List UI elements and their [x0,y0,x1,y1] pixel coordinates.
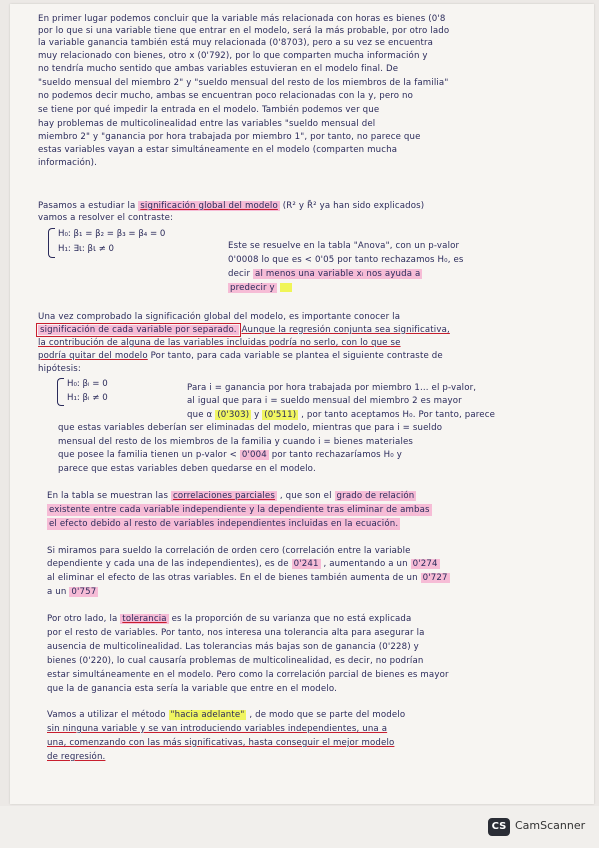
highlight-partial-correlations: correlaciones parciales [172,491,275,501]
text-line: Si miramos para sueldo la correlación de orden cero (correlación entre la variable [47,546,411,556]
text-line: mensual del resto de los miembros de la familia y cuando i = bienes materiales [58,437,414,447]
corr-value-2: 0'274 [412,559,438,569]
hypothesis-h0: H₀: βᵢ = 0 [67,379,108,389]
text-line: ausencia de multicolinealidad. Las tolerancias más bajas son de ganancia (0'228) y [47,642,419,652]
text-line: vamos a resolver el contraste: [38,213,174,223]
text-line: estas variables vayan a estar simultáneamente en el modelo (comparten mucha [38,145,398,155]
text-line: Vamos a utilizar el método "hacia adelante" , de modo que se parte del modelo [47,710,406,720]
highlight-global-significance: significación global del modelo [140,201,278,211]
text-line: En primer lugar podemos concluir que la variable más relacionada con horas es bienes (0'8 [38,14,446,24]
text-line: Una vez comprobado la significación global del modelo, es importante conocer la [38,312,401,322]
text-line: podría quitar del modelo Por tanto, para cada variable se plantea el siguiente contraste de [38,351,443,361]
highlight-conclusion: al menos una variable xᵢ nos ayuda a [255,269,421,279]
highlight-conclusion-end: predecir y [230,283,275,293]
text-line: el efecto debido al resto de variables independientes incluidas en la ecuación. [49,519,399,529]
corr-value-3: 0'727 [422,573,448,583]
text-line: que posee la familia tienen un p-valor < 0'004 por tanto rechazaríamos H₀ y [58,450,402,460]
yellow-mark [280,283,292,292]
text-line: por lo que si una variable tiene que entrar en el modelo, será la más probable, por otro lado [38,26,450,36]
text-line: que α (0'303) y (0'511) , por tanto aceptamos H₀. Por tanto, parece [187,410,496,420]
boxed-individual-significance: significación de cada variable por separado. [40,325,237,335]
camscanner-brand: CamScanner [515,819,586,832]
text-line: Por otro lado, la tolerancia es la proporción de su varianza que no está explicada [47,614,412,624]
highlight-tolerance: tolerancia [122,614,167,624]
highlight-degree-relation: grado de relación [336,491,415,501]
hypothesis-brace [48,228,55,258]
text-line: información). [38,158,97,168]
text-line [228,282,292,294]
text-line: decir al menos una variable xᵢ nos ayuda a [228,269,421,279]
text-line: miembro 2" y "ganancia por hora trabajada por miembro 1", por tanto, no parece que [38,132,421,142]
text-line: dependiente y cada una de las independientes), es de 0'241 , aumentando a un 0'274 [47,559,438,569]
text-line: de regresión. [47,752,106,762]
corr-value-1: 0'241 [293,559,319,569]
text-line: muy relacionado con bienes, otro x (0'792), por lo que comparten mucha información y [38,51,428,61]
text-line: significación de cada variable por separado. Aunque la regresión conjunta sea significativa, [40,325,450,335]
text-line: 0'0008 lo que es < 0'05 por tanto rechazamos H₀, es [228,255,464,265]
text-line: una, comenzando con las más significativas, hasta conseguir el mejor modelo [47,738,395,748]
text-line: por el resto de variables. Por tanto, nos interesa una tolerancia alta para asegurar la [47,628,425,638]
text-line: la contribución de alguna de las variables incluidas podría no serlo, con lo que se [38,338,401,348]
text-line: hipótesis: [38,364,81,374]
pvalue-2: (0'511) [264,410,297,420]
text-line: al eliminar el efecto de las otras variables. En el de bienes también aumenta de un 0'727 [47,573,448,583]
pvalue-3: 0'004 [241,450,267,460]
text-line: no podemos decir mucho, ambas se encuentran poco relacionadas con la y, pero no [38,91,414,101]
text-line: existente entre cada variable independiente y la dependiente tras eliminar de ambas [49,505,430,515]
text-line: no tendría mucho sentido que ambas variables estuvieran en el modelo final. De [38,64,399,74]
text-line: al igual que para i = sueldo mensual del miembro 2 es mayor [187,396,462,406]
text-line: se tiene por qué impedir la entrada en el modelo. También podemos ver que [38,105,380,115]
text-line: que estas variables deberían ser eliminadas del modelo, mientras que para i = sueldo [58,423,443,433]
hypothesis-h1: H₁: βᵢ ≠ 0 [67,393,108,403]
text-line: a un 0'757 [47,587,97,597]
hypothesis-brace [57,378,64,406]
text-line: parece que estas variables deben quedarse en el modelo. [58,464,316,474]
camscanner-logo-icon: CS [488,818,510,836]
text-line: Este se resuelve en la tabla "Anova", con un p-valor [228,241,460,251]
text-line: hay problemas de multicolinealidad entre las variables "sueldo mensual del [38,119,376,129]
text-line: que la de ganancia esta sería la variable que entre en el modelo. [47,684,337,694]
text-line: En la tabla se muestran las correlaciones parciales , que son el grado de relación [47,491,415,501]
text-line: Para i = ganancia por hora trabajada por miembro 1... el p-valor, [187,383,477,393]
text-line: bienes (0'220), lo cual causaría problemas de multicolinealidad, es decir, no podrían [47,656,424,666]
text-line: la variable ganancia también está muy relacionada (0'8703), pero a su vez se encuentra [38,38,434,48]
text-line: estar simultáneamente en el modelo. Pero como la correlación parcial de bienes es mayor [47,670,449,680]
text-line: "sueldo mensual del miembro 2" y "sueldo mensual del resto de los miembros de la familia" [38,78,449,88]
text-line: Pasamos a estudiar la significación global del modelo (R² y R̄² ya han sido explicados) [38,201,425,211]
text-line: sin ninguna variable y se van introduciendo variables independientes, una a [47,724,388,734]
highlight-forward-method: "hacia adelante" [170,710,245,720]
hypothesis-h0: H₀: β₁ = β₂ = β₃ = β₄ = 0 [58,229,166,239]
corr-value-4: 0'757 [71,587,97,597]
pvalue-1: (0'303) [217,410,250,420]
hypothesis-h1: H₁: ∃ι: βι ≠ 0 [58,244,115,254]
